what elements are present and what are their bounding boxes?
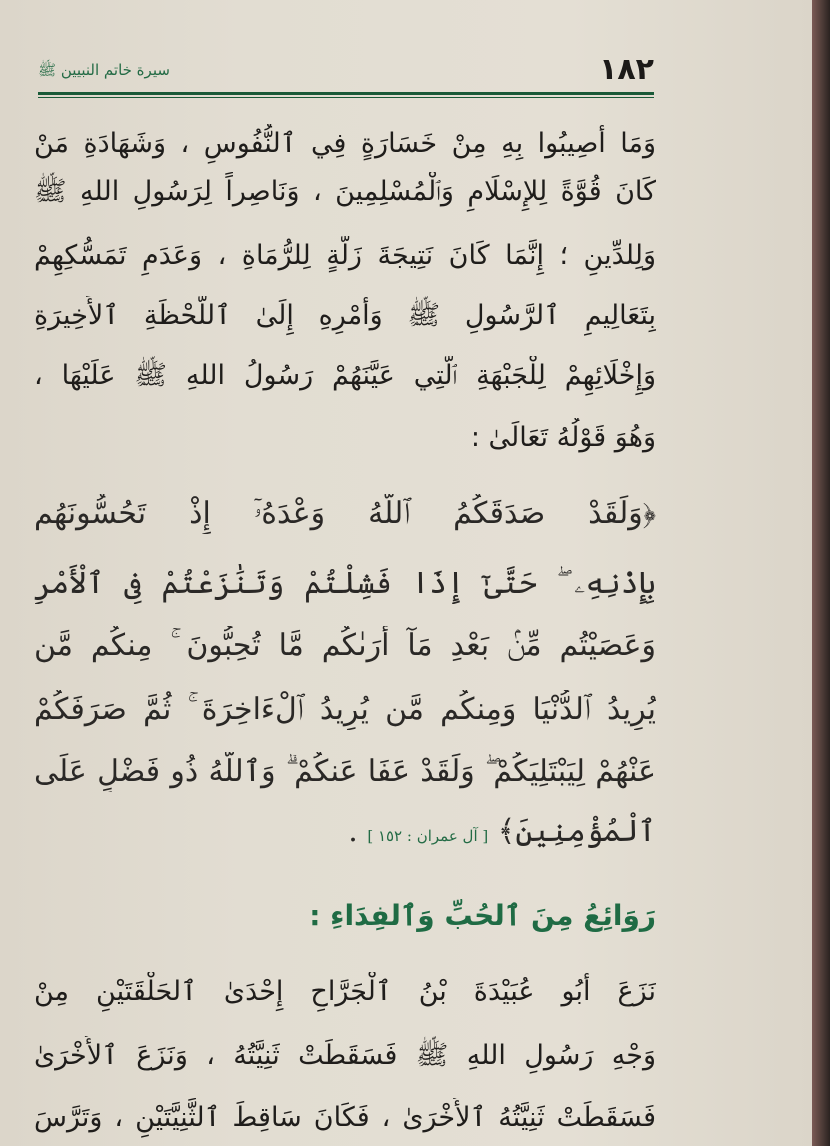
text-line: نَزَعَ أَبُو عُبَيْدَةَ بْنُ ٱلْجَرَّاحِ إِحْدَىٰ ٱلحَلْقَتَيْنِ مِنْ bbox=[34, 976, 656, 1007]
text-line: وَإِخْلَائِهِمْ لِلْجَبْهَةِ ٱلَّتِي عَيَّنَهُمْ رَسُولُ اللهِ ﷺ عَلَيْهَا ، bbox=[34, 360, 656, 391]
verse-line: عَنْهُمْ لِيَبْتَلِيَكُمْ ۖ وَلَقَدْ عَفَا عَنكُمْ ۗ وَٱللَّهُ ذُو فَضْلٍ عَلَى bbox=[34, 754, 656, 789]
page-number: ١٨٢ bbox=[599, 52, 654, 87]
text-line: كَانَ قُوَّةً لِلإِسْلَامِ وَٱلْمُسْلِمِينَ ، وَنَاصِراً لِرَسُولِ اللهِ ﷺ bbox=[34, 176, 656, 207]
text-line: وَلِلدِّينِ ؛ إِنَّمَا كَانَ نَتِيجَةَ زَلَّةٍ لِلرُّمَاةِ ، وَعَدَمِ تَمَسُّكِهِمْ bbox=[34, 240, 656, 271]
verse-end-mark: . bbox=[348, 814, 358, 849]
verse-end-word: ٱلْمُؤْمِنِينَ﴾ bbox=[497, 814, 656, 849]
running-title: سيرة خاتم النبيين ﷺ bbox=[38, 61, 170, 79]
verse-line: بِإِذْنِهِۦ ۖ حَتَّىٰٓ إِذَا فَشِلْتُمْ وَتَنَٰزَعْتُمْ فِى ٱلْأَمْرِ bbox=[34, 566, 656, 601]
header-rule-thick bbox=[38, 92, 654, 95]
verse-last-line bbox=[34, 812, 656, 856]
header-rule-thin bbox=[38, 97, 654, 98]
verse-line: يُرِيدُ ٱلدُّنْيَا وَمِنكُم مَّن يُرِيدُ ٱلْءَاخِرَةَ ۚ ثُمَّ صَرَفَكُمْ bbox=[34, 692, 656, 727]
text-line: وَمَا أُصِيبُوا بِهِ مِنْ خَسَارَةٍ فِي ٱلنُّفُوسِ ، وَشَهَادَةِ مَنْ bbox=[34, 128, 656, 159]
verse-reference: [ آل عمران : ١٥٢ ] bbox=[367, 827, 489, 845]
text-line: وَجْهِ رَسُولِ اللهِ ﷺ فَسَقَطَتْ ثَنِيَّتُهُ ، وَنَزَعَ ٱلأُخْرَىٰ bbox=[34, 1040, 656, 1071]
verse-line: وَعَصَيْتُم مِّنۢ بَعْدِ مَآ أَرَىٰكُم مَّا تُحِبُّونَ ۚ مِنكُم مَّن bbox=[34, 628, 656, 663]
text-line: بِتَعَالِيمِ ٱلرَّسُولِ ﷺ وَأَمْرِهِ إِلَىٰ ٱللَّحْظَةِ ٱلأَخِيرَةِ bbox=[34, 300, 656, 331]
book-edge bbox=[812, 0, 830, 1146]
text-line: وَهُوَ قَوْلُهُ تَعَالَىٰ : bbox=[470, 422, 656, 453]
text-line: فَسَقَطَتْ ثَنِيَّتُهُ ٱلأُخْرَىٰ ، فَكَانَ سَاقِطَ ٱلثَّنِيَّتَيْنِ ، وَتَرَّسَ bbox=[34, 1102, 656, 1133]
verse-line: ﴿وَلَقَدْ صَدَقَكُمُ ٱللَّهُ وَعْدَهُۥٓ إِذْ تَحُسُّونَهُم bbox=[34, 496, 656, 531]
page-header bbox=[38, 50, 654, 94]
section-heading: رَوَائِعُ مِنَ ٱلحُبِّ وَٱلفِدَاءِ : bbox=[309, 899, 656, 932]
